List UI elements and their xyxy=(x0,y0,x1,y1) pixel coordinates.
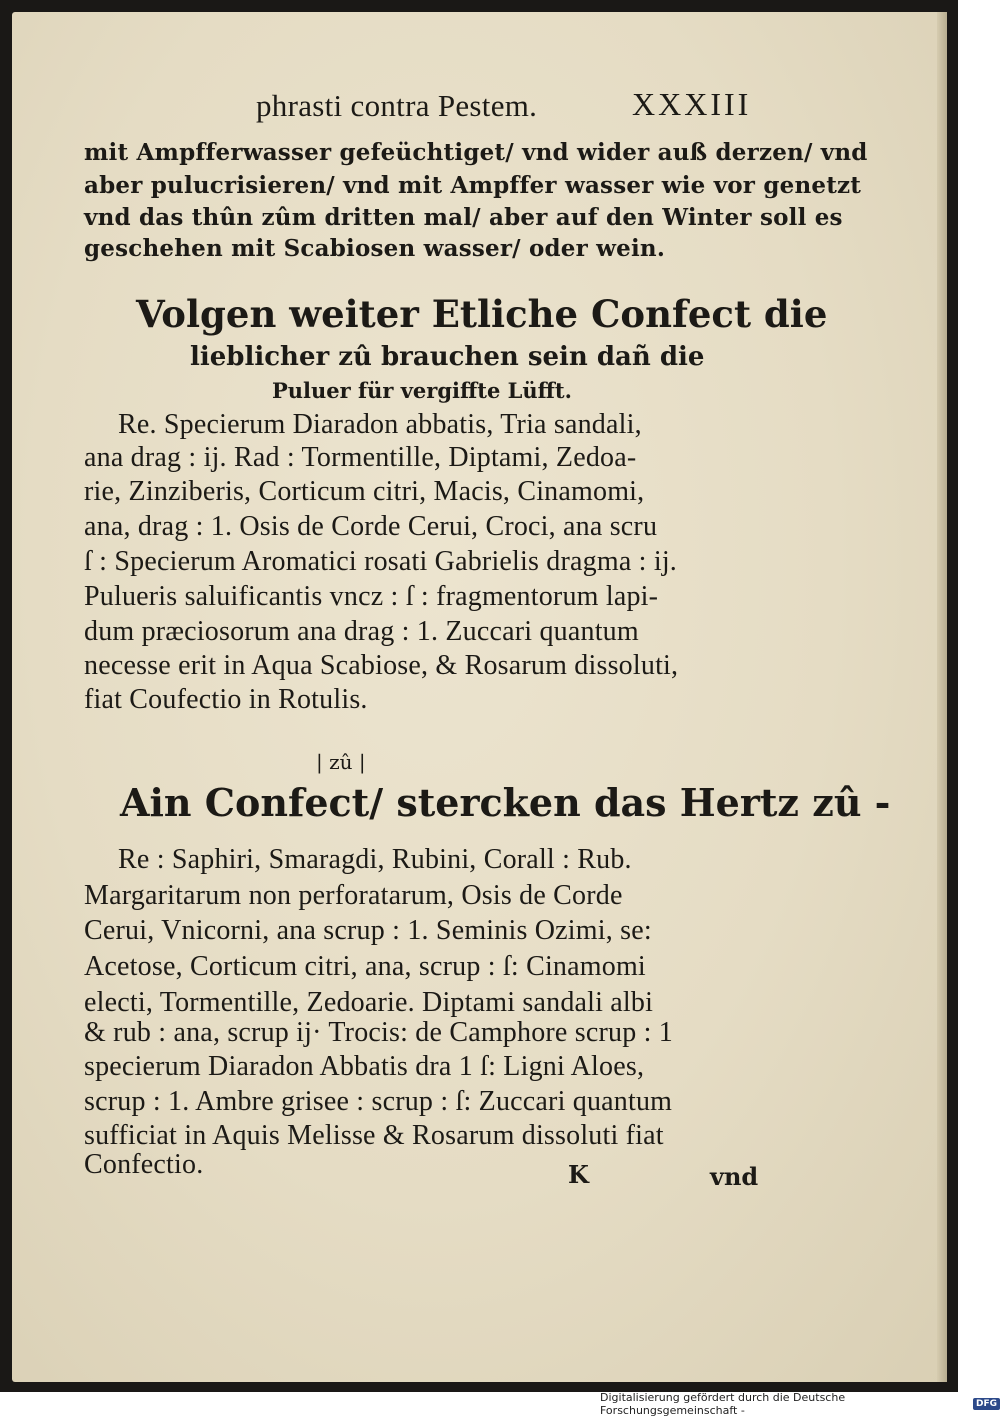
recipe-line: Confectio. xyxy=(84,1149,204,1180)
recipe-line: scrup : 1. Ambre grisee : scrup : ſ: Zuccari quantum xyxy=(84,1086,673,1117)
handwritten-insertion: | zû | xyxy=(316,750,366,774)
section-heading: Volgen weiter Etliche Confect die xyxy=(136,292,828,336)
signature-mark: K xyxy=(568,1160,589,1189)
recipe-line: dum præciosorum ana drag : 1. Zuccari quantum xyxy=(84,616,639,647)
recipe-line: rie, Zinziberis, Corticum citri, Macis, Cinamomi, xyxy=(84,476,645,507)
digitization-credit xyxy=(600,1390,1000,1417)
recipe-line: ana drag : ij. Rad : Tormentille, Diptami, Zedoa- xyxy=(84,442,637,473)
section-heading-line: lieblicher zû brauchen sein dañ die xyxy=(190,342,705,372)
running-head: phrasti contra Pestem. xyxy=(256,88,538,123)
text-line: vnd das thûn zûm dritten mal/ aber auf den Winter soll es xyxy=(84,204,843,231)
recipe-line: Re : Saphiri, Smaragdi, Rubini, Corall : Rub. xyxy=(118,844,632,875)
catchword: vnd xyxy=(710,1162,759,1191)
recipe-line: & rub : ana, scrup ij· Trocis: de Camphore scrup : 1 xyxy=(84,1017,673,1048)
recipe-line: electi, Tormentille, Zedoarie. Diptami sandali albi xyxy=(84,987,654,1018)
folio-number: XXXIII xyxy=(632,86,752,122)
section-heading-line: Puluer für vergiffte Lüfft. xyxy=(272,378,572,403)
page-edge xyxy=(937,12,947,1382)
recipe-line: ana, drag : 1. Osis de Corde Cerui, Croci, ana scru xyxy=(84,511,658,542)
recipe-line: Cerui, Vnicorni, ana scrup : 1. Seminis Ozimi, se: xyxy=(84,915,652,946)
text-line: geschehen mit Scabiosen wasser/ oder wein. xyxy=(84,235,666,262)
recipe-line: Re. Specierum Diaradon abbatis, Tria sandali, xyxy=(118,409,642,440)
text-line: aber pulucrisieren/ vnd mit Ampffer wasser wie vor genetzt xyxy=(84,172,862,199)
text-line: mit Ampfferwasser gefeüchtiget/ vnd wider auß derzen/ vnd xyxy=(84,139,868,166)
recipe-line: fiat Coufectio in Rotulis. xyxy=(84,684,368,715)
recipe-line: necesse erit in Aqua Scabiose, & Rosarum dissoluti, xyxy=(84,650,679,681)
recipe-line: specierum Diaradon Abbatis dra 1 ſ: Ligni Aloes, xyxy=(84,1051,645,1082)
dfg-logo: DFG xyxy=(973,1398,1000,1410)
recipe-line: ſ : Specierum Aromatici rosati Gabrielis dragma : ij. xyxy=(84,546,678,577)
recipe-line: Pulueris saluificantis vncz : ſ : fragmentorum lapi- xyxy=(84,581,659,612)
recipe-line: Margaritarum non perforatarum, Osis de Corde xyxy=(84,880,623,911)
recipe-line: sufficiat in Aquis Melisse & Rosarum dissoluti fiat xyxy=(84,1120,664,1151)
footer-text: Digitalisierung gefördert durch die Deutsche Forschungsgemeinschaft - xyxy=(600,1390,846,1417)
recipe-line: Acetose, Corticum citri, ana, scrup : ſ: Cinamomi xyxy=(84,951,646,982)
section-heading: Ain Confect/ stercken das Hertz zû - xyxy=(120,780,891,825)
